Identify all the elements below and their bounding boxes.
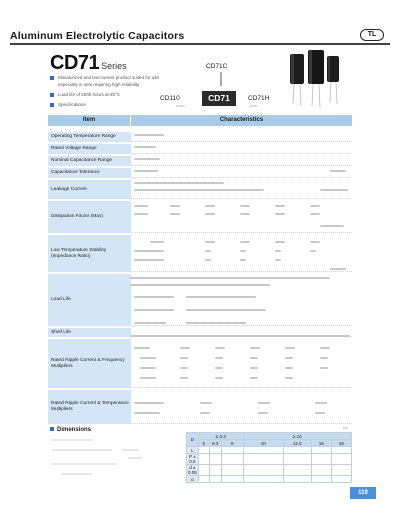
- spec-label: Dissipation Factor (Max): [48, 201, 131, 233]
- header-characteristics: Characteristics: [219, 117, 264, 123]
- feature-item: Miniaturized and low-current product suited for use: [50, 75, 159, 80]
- header-title: Aluminum Electrolytic Capacitors: [10, 30, 185, 42]
- spec-row: [48, 155, 352, 166]
- dim-row-label: P ± 0.5: [187, 454, 199, 465]
- dimensions-table: [186, 432, 352, 483]
- header-item: Item: [48, 115, 131, 126]
- dim-row-label: d ± 0.05: [188, 465, 197, 475]
- capacitor-photo: [282, 48, 344, 110]
- bullet-square-icon: [50, 427, 54, 431]
- spec-row: [48, 234, 352, 272]
- family-left-note: ▪▪▪▪▪▪▪: [176, 104, 185, 108]
- series-word: Series: [101, 61, 127, 71]
- page-number: 119: [350, 487, 376, 499]
- feature-item: Load life of 2000 hours at 85°C: [50, 92, 120, 97]
- dim-size: 8: [221, 440, 243, 447]
- spec-label: Low Temperature Stability (Impedance Ratio): [48, 235, 131, 272]
- spec-row: [48, 338, 352, 388]
- family-right-note: ▪▪▪▪▪▪: [250, 104, 258, 108]
- bullet-square-icon: [50, 76, 54, 80]
- spec-row: [48, 273, 352, 326]
- feature-item: especially in sets requiring high reliability: [58, 82, 140, 87]
- tl-logo: TL: [360, 29, 384, 41]
- spec-label: Capacitance Tolerance: [48, 168, 131, 178]
- dim-size: 10: [243, 440, 283, 447]
- spec-row: [48, 131, 352, 142]
- feature-item: Specifications: [50, 102, 86, 107]
- header-rule: [10, 43, 390, 45]
- bullet-square-icon: [50, 93, 54, 97]
- dim-row-label: α: [187, 476, 199, 483]
- dim-header-group1: ≤ 6.3: [198, 433, 243, 440]
- spec-label: Nominal Capacitance Range: [48, 156, 131, 166]
- family-left: CD110: [160, 95, 180, 102]
- spec-row: [48, 200, 352, 233]
- family-right: CD71H: [248, 95, 270, 102]
- spec-label: Rated Ripple Current & Frequency Multipliers: [48, 339, 131, 388]
- dimensions-title: Dimensions: [50, 427, 91, 433]
- spec-label: Load Life: [48, 274, 131, 326]
- series-code: CD71: [50, 52, 100, 74]
- spec-label: Leakage Current: [48, 180, 131, 199]
- spec-label: Shelf Life: [48, 328, 131, 337]
- family-arrow: [220, 72, 222, 86]
- dim-size: 5: [198, 440, 209, 447]
- bullet-square-icon: [50, 103, 54, 107]
- spec-row: [48, 389, 352, 424]
- family-upper: CD71C: [206, 63, 228, 70]
- dim-header-d: D: [187, 433, 199, 447]
- spec-label: Rated Ripple Current & Temperature Multipliers: [48, 390, 131, 424]
- dim-size: 6.3: [209, 440, 221, 447]
- dimensions-unit: ▪▪▪▪: [343, 426, 348, 430]
- series-title: [50, 52, 127, 75]
- dim-row-label: L: [187, 447, 199, 454]
- spec-label: Rated Voltage Range: [48, 144, 131, 154]
- dimension-drawing: [52, 436, 172, 480]
- spec-row: [48, 167, 352, 178]
- spec-row: [48, 143, 352, 154]
- dim-header-group2: ≥ 10: [243, 433, 351, 440]
- spec-header: [48, 115, 352, 126]
- dim-size: 16: [311, 440, 331, 447]
- family-current: CD71: [202, 91, 236, 106]
- spec-label: Operating Temperature Range: [48, 132, 131, 142]
- dim-size: 12.5: [283, 440, 311, 447]
- spec-table: [48, 115, 352, 412]
- dim-size: 18: [331, 440, 351, 447]
